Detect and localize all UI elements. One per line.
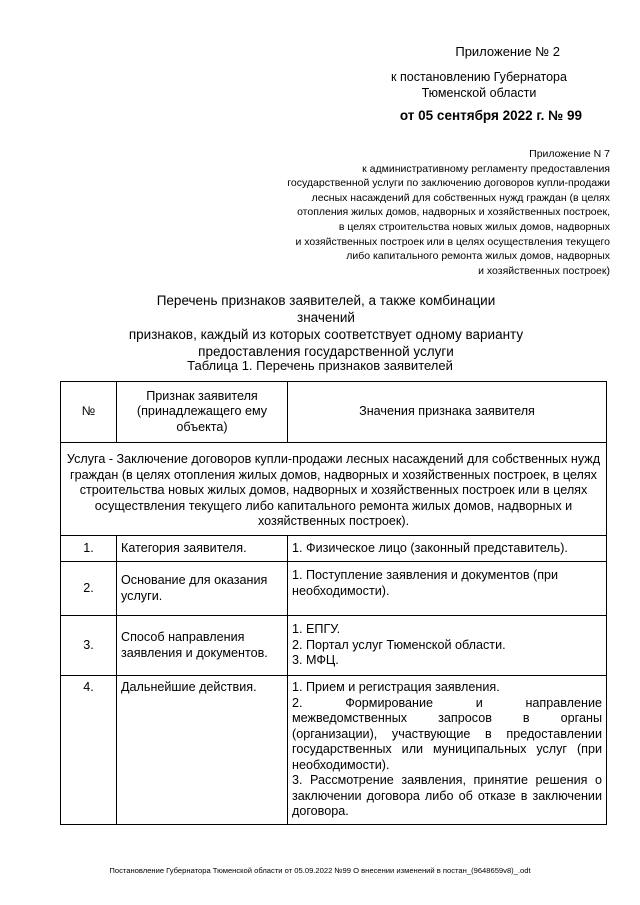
resolution-line: Тюменской области	[421, 86, 537, 100]
resolution-date-number: от 05 сентября 2022 г. № 99	[399, 108, 582, 123]
appendix-7-block	[190, 147, 610, 278]
applicant-signs-table	[60, 381, 607, 825]
list-title-line: предоставления государственной услуги	[198, 344, 454, 359]
service-row	[61, 443, 607, 536]
appendix-7-line: отопления жилых домов, надворных и хозяйственных построек,	[297, 206, 610, 219]
row-number: 3.	[61, 616, 117, 676]
value-item: 2. Формирование и направление межведомственных запросов в органы (организации), участвующие в предоставлении государственных или муниципальных услуг (при необходимости).	[292, 695, 602, 772]
list-title-line: Перечень признаков заявителей, а также комбинации значений	[156, 293, 496, 325]
header-number: №	[61, 382, 117, 443]
appendix-7-line: и хозяйственных построек или в целях осуществления текущего	[295, 235, 610, 248]
appendix-7-line: и хозяйственных построек)	[478, 264, 610, 277]
appendix-7-line: к административному регламенту предоставления	[362, 162, 610, 175]
resolution-reference	[374, 69, 584, 101]
header-values: Значения признака заявителя	[288, 382, 607, 443]
value-item: 1. ЕПГУ.	[292, 622, 341, 637]
row-sign: Способ направления заявления и документов.	[117, 616, 288, 676]
row-number: 2.	[61, 562, 117, 616]
appendix-7-line: либо капитального ремонта жилых домов, надворных	[346, 250, 610, 263]
table-header-row	[61, 382, 607, 443]
row-values: 1. Физическое лицо (законный представитель).	[288, 536, 607, 562]
row-values	[288, 616, 607, 676]
list-title	[128, 292, 524, 360]
list-title-line: признаков, каждый из которых соответствует одному варианту	[128, 327, 524, 342]
row-values	[288, 676, 607, 825]
table-row	[61, 562, 607, 616]
service-description: Услуга - Заключение договоров купли-продажи лесных насаждений для собственных нужд граждан (в целях отопления жилых домов, надворных и хозяйственных построек, в целях строительства новых жилых домов, надворных и хозяйственных построек или в целях осуществления текущего либо капитального ремонта жилых домов, надворных и хозяйственных построек).	[61, 443, 607, 536]
value-item: 3. Рассмотрение заявления, принятие решения о заключении договора либо об отказе в заключении договора.	[292, 773, 602, 818]
appendix-7-line: государственной услуги по заключению договоров купли-продажи	[287, 177, 610, 190]
row-sign: Основание для оказания услуги.	[117, 562, 288, 616]
page-footer: Постановление Губернатора Тюменской области от 05.09.2022 №99 О внесении изменений в постан_(9648659v8)_.odt	[109, 866, 531, 875]
row-sign: Категория заявителя.	[117, 536, 288, 562]
row-sign: Дальнейшие действия.	[117, 676, 288, 825]
header-sign: Признак заявителя (принадлежащего ему объекта)	[117, 382, 288, 443]
resolution-line: к постановлению Губернатора	[391, 70, 567, 84]
appendix-7-line: лесных насаждений для собственных нужд граждан (в целях	[311, 191, 610, 204]
appendix-7-line: в целях строительства новых жилых домов, надворных	[338, 220, 610, 233]
value-item: 1. Прием и регистрация заявления.	[292, 680, 500, 694]
appendix-label: Приложение № 2	[455, 44, 560, 59]
value-item: 2. Портал услуг Тюменской области.	[292, 637, 506, 652]
row-number: 4.	[61, 676, 117, 825]
row-values: 1. Поступление заявления и документов (при необходимости).	[288, 562, 607, 616]
table-row	[61, 676, 607, 825]
value-item: 3. МФЦ.	[292, 653, 339, 668]
table-title: Таблица 1. Перечень признаков заявителей	[187, 358, 453, 373]
appendix-7-line: Приложение N 7	[529, 148, 610, 160]
table-row	[61, 536, 607, 562]
table-row	[61, 616, 607, 676]
row-number: 1.	[61, 536, 117, 562]
